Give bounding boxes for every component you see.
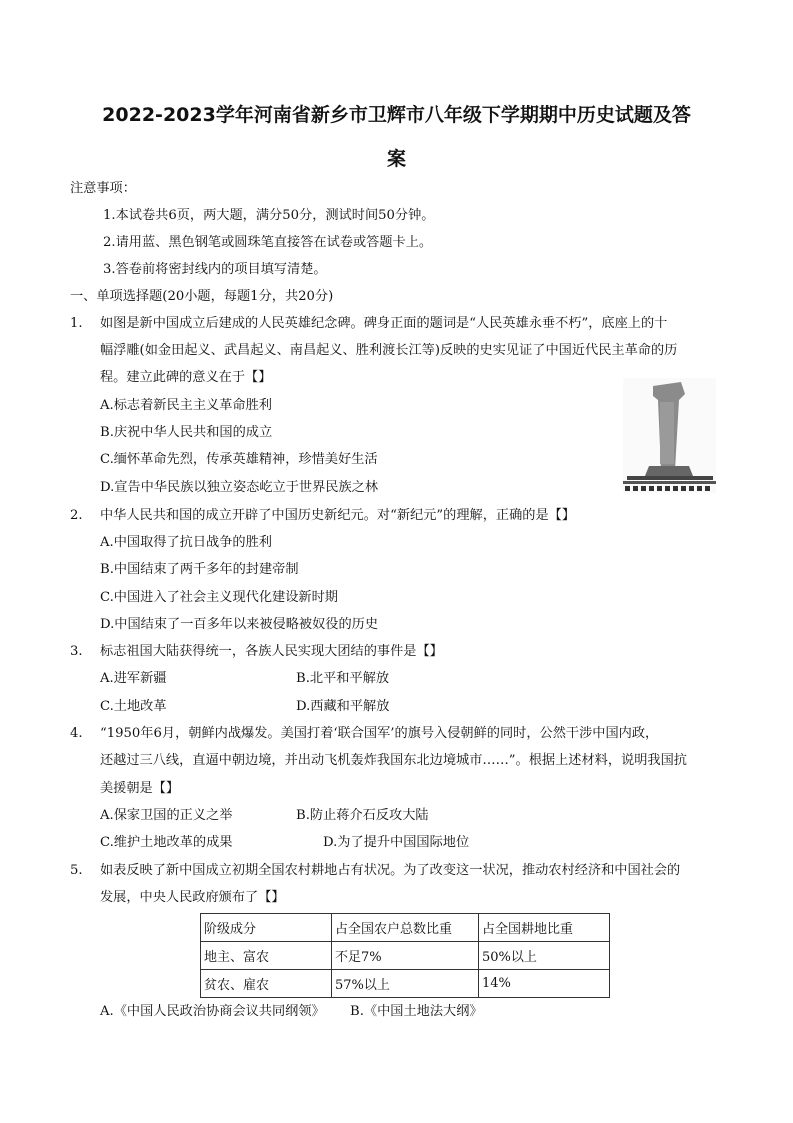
- option-b: B.防止蒋介石反攻大陆: [296, 808, 429, 823]
- table-cell: 贫农、雇农: [201, 970, 332, 998]
- table-header-cell: 占全国耕地比重: [479, 914, 610, 942]
- option-c: C.土地改革: [100, 699, 167, 714]
- option-b: B.中国结束了两千多年的封建帝制: [100, 562, 299, 577]
- notice-item: 1.本试卷共6页，两大题，满分50分，测试时间50分钟。: [103, 208, 435, 223]
- option-c: C.中国进入了社会主义现代化建设新时期: [100, 590, 338, 605]
- option-a: A.进军新疆: [100, 671, 167, 686]
- option-b: B.《中国土地法大纲》: [350, 1004, 483, 1019]
- question-text: 幅浮雕(如金田起义、武昌起义、南昌起义、胜利渡长江等)反映的史实见证了中国近代民主革命的历: [100, 343, 678, 358]
- option-d: D.西藏和平解放: [296, 699, 390, 714]
- table-row: [201, 942, 610, 970]
- option-b: B.庆祝中华人民共和国的成立: [100, 425, 273, 440]
- section-header: 一、单项选择题(20小题，每题1分，共20分): [70, 289, 334, 304]
- question-text: 发展，中央人民政府颁布了【】: [100, 890, 285, 905]
- question-text: 如图是新中国成立后建成的人民英雄纪念碑。碑身正面的题词是“人民英雄永垂不朽”，底座上的十: [100, 316, 668, 331]
- option-d: D.宣告中华民族以独立姿态屹立于世界民族之林: [100, 480, 379, 495]
- question-number: 3.: [70, 644, 83, 659]
- option-c: C.维护土地改革的成果: [100, 835, 233, 850]
- question-number: 2.: [70, 508, 83, 523]
- option-a: A.保家卫国的正义之举: [100, 808, 233, 823]
- option-a: A.标志着新民主主义革命胜利: [100, 398, 272, 413]
- table-header-row: [201, 914, 610, 942]
- option-d: D.为了提升中国国际地位: [323, 835, 470, 850]
- title-line-1: 2022-2023学年河南省新乡市卫辉市八年级下学期期中历史试题及答: [102, 104, 691, 126]
- question-text: 程。建立此碑的意义在于【】: [100, 370, 272, 385]
- option-b: B.北平和平解放: [296, 671, 390, 686]
- table-cell: 地主、富农: [201, 942, 332, 970]
- farmland-table: [200, 913, 610, 998]
- notice-item: 3.答卷前将密封线内的项目填写清楚。: [103, 262, 327, 277]
- question-text: 如表反映了新中国成立初期全国农村耕地占有状况。为了改变这一状况，推动农村经济和中国社会的: [100, 863, 681, 878]
- question-text: 中华人民共和国的成立开辟了中国历史新纪元。对“新纪元”的理解，正确的是【】: [100, 508, 576, 523]
- title-line-2: 案: [386, 148, 406, 170]
- option-a: A.中国取得了抗日战争的胜利: [100, 535, 272, 550]
- table-cell: 14%: [479, 970, 610, 998]
- document-title: [60, 93, 733, 181]
- table-cell: 50%以上: [479, 942, 610, 970]
- question-number: 5.: [70, 863, 83, 878]
- notice-item: 2.请用蓝、黑色钢笔或圆珠笔直接答在试卷或答题卡上。: [103, 235, 433, 250]
- option-a: A.《中国人民政治协商会议共同纲领》: [100, 1004, 325, 1019]
- table-cell: 57%以上: [332, 970, 479, 998]
- table-row: [201, 970, 610, 998]
- table-header-cell: 占全国农户总数比重: [332, 914, 479, 942]
- table-cell: 不足7%: [332, 942, 479, 970]
- question-text: 美援朝是【】: [100, 781, 180, 796]
- question-number: 4.: [70, 726, 83, 741]
- option-d: D.中国结束了一百多年以来被侵略被奴役的历史: [100, 617, 379, 632]
- table-header-cell: 阶级成分: [201, 914, 332, 942]
- question-text: 还越过三八线，直逼中朝边境，并出动飞机轰炸我国东北边境城市……”。根据上述材料，说明我国抗: [100, 753, 687, 768]
- question-text: 标志祖国大陆获得统一，各族人民实现大团结的事件是【】: [100, 644, 443, 659]
- question-text: “1950年6月，朝鲜内战爆发。美国打着‘联合国军’的旗号入侵朝鲜的同时，公然干涉中国内政，: [100, 726, 659, 741]
- monument-image: [623, 378, 716, 493]
- option-c: C.缅怀革命先烈，传承英雄精神，珍惜美好生活: [100, 452, 378, 467]
- question-number: 1.: [70, 316, 83, 331]
- notice-header: 注意事项：: [70, 181, 136, 196]
